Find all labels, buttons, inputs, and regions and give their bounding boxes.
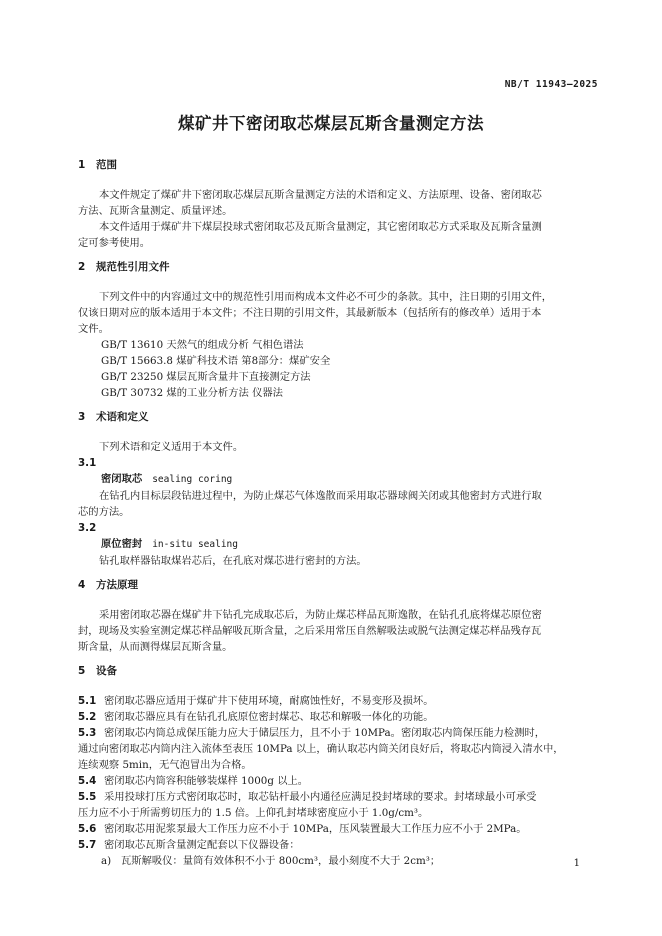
- document-title: 煤矿井下密闭取芯煤层瓦斯含量测定方法: [178, 114, 484, 133]
- term-entry: [78, 471, 600, 488]
- section-number: 3: [78, 411, 86, 423]
- clause-text: 密闭取芯内筒总成保压能力应大于储层压力，且不小于 10MPa。密闭取芯内筒保压能力检测时，: [104, 727, 546, 739]
- clause-number: 5.5: [78, 791, 97, 803]
- section-title: 设备: [96, 665, 117, 677]
- section-heading-equipment: [78, 663, 600, 679]
- section-number: 2: [78, 261, 86, 273]
- term-english: sealing coring: [152, 474, 233, 485]
- clause-text: 密闭取芯器应具有在钻孔孔底原位密封煤芯、取芯和解吸一体化的功能。: [104, 711, 434, 723]
- clause-text: 密闭取芯用泥浆泵最大工作压力应不小于 10MPa，压风装置最大工作压力应不小于 2MPa。: [104, 823, 527, 835]
- clause-number: 5.3: [78, 727, 97, 739]
- clause-number: 5.2: [78, 711, 97, 723]
- paragraph-line: 本文件规定了煤矿井下密闭取芯煤层瓦斯含量测定方法的术语和定义、方法原理、设备、密闭取芯: [99, 189, 542, 201]
- term-english: in-situ sealing: [152, 539, 238, 550]
- clause: [78, 837, 600, 853]
- term-entry: [78, 536, 600, 553]
- clause: [78, 693, 600, 709]
- page-number: 1: [573, 858, 580, 869]
- section-title: 方法原理: [96, 579, 138, 591]
- clause: [78, 709, 600, 725]
- clause-text: 采用投球打压方式密闭取芯时，取芯钻杆最小内通径应满足投封堵球的要求。封堵球最小可承受: [104, 791, 537, 803]
- term-definition: 芯的方法。: [78, 506, 130, 518]
- paragraph-line: 本文件适用于煤矿井下煤层投球式密闭取芯及瓦斯含量测定，其它密闭取芯方式采取及瓦斯含量测: [99, 221, 542, 233]
- clause-number: 5.4: [78, 775, 97, 787]
- paragraph: [78, 219, 600, 251]
- list-text: 瓦斯解吸仪：量筒有效体积不小于 800cm³，最小刻度不大于 2cm³；: [121, 855, 441, 867]
- paragraph-line: 下列文件中的内容通过文中的规范性引用而构成本文件必不可少的条款。其中，注日期的引用文件，: [99, 291, 553, 303]
- clause: [78, 789, 600, 805]
- reference-item: GB/T 30732 煤的工业分析方法 仪器法: [101, 387, 283, 399]
- section-title: 术语和定义: [96, 411, 149, 423]
- clause-number: 5.6: [78, 823, 97, 835]
- reference-item: GB/T 23250 煤层瓦斯含量井下直接测定方法: [101, 371, 311, 383]
- section-number: 4: [78, 579, 86, 591]
- paragraph-line: 方法、瓦斯含量测定、质量评述。: [78, 205, 233, 217]
- paragraph-line: 定可参考使用。: [78, 237, 151, 249]
- clause: [78, 773, 600, 789]
- term-chinese: 原位密封: [101, 538, 143, 550]
- clause-number: 5.7: [78, 839, 97, 851]
- section-heading-scope: [78, 157, 600, 173]
- clause: [78, 725, 600, 741]
- paragraph-line: 采用密闭取芯器在煤矿井下钻孔完成取芯后，为防止煤芯样品瓦斯逸散，在钻孔孔底将煤芯原位密: [99, 609, 542, 621]
- section-heading-principle: [78, 577, 600, 593]
- term-definition: 在钻孔内目标层段钻进过程中，为防止煤芯气体逸散而采用取芯器球阀关闭或其他密封方式进行取: [99, 490, 542, 502]
- paragraph: [78, 607, 600, 655]
- paragraph-line: 斯含量，从而测得煤层瓦斯含量。: [78, 641, 233, 653]
- section-title: 范围: [96, 159, 117, 171]
- clause-number: 5.1: [78, 695, 97, 707]
- paragraph-line: 下列术语和定义适用于本文件。: [99, 441, 244, 453]
- section-heading-normative-references: [78, 259, 600, 275]
- section-number: 5: [78, 665, 86, 677]
- section-title: 规范性引用文件: [96, 261, 170, 273]
- paragraph: [78, 289, 600, 337]
- reference-item: GB/T 13610 天然气的组成分析 气相色谱法: [101, 339, 304, 351]
- reference-item: GB/T 15663.8 煤矿科技术语 第8部分：煤矿安全: [101, 355, 331, 367]
- paragraph-line: 封，现场及实验室测定煤芯样品解吸瓦斯含量，之后采用常压自然解吸法或脱气法测定煤芯样品残存瓦: [78, 625, 542, 637]
- clause-text: 密闭取芯器应适用于煤矿井下使用环境，耐腐蚀性好，不易变形及损坏。: [104, 695, 434, 707]
- section-heading-terms: [78, 409, 600, 425]
- document-body: [78, 157, 600, 869]
- standard-code: NB/T 11943—2025: [504, 79, 598, 90]
- paragraph-line: 文件。: [78, 323, 109, 335]
- list-item: [78, 853, 600, 869]
- clause-text: 连续观察 5min，无气泡冒出为合格。: [78, 759, 252, 771]
- clause-text: 通过向密闭取芯内筒内注入流体至表压 10MPa 以上，确认取芯内筒关闭良好后，将取芯内筒浸入清水中，: [78, 743, 564, 755]
- clause-text: 密闭取芯瓦斯含量测定配套以下仪器设备：: [104, 839, 300, 851]
- clause-text: 密闭取芯内筒容积能够装煤样 1000g 以上。: [104, 775, 309, 787]
- clause: [78, 821, 600, 837]
- term-number: 3.2: [78, 522, 97, 534]
- paragraph: [78, 187, 600, 219]
- term-definition: 钻孔取样器钻取煤岩芯后，在孔底对煤芯进行密封的方法。: [99, 555, 367, 567]
- term-chinese: 密闭取芯: [101, 473, 143, 485]
- section-number: 1: [78, 159, 86, 171]
- list-marker: a): [101, 855, 112, 867]
- clause-text: 压力应不小于所需剪切压力的 1.5 倍。上仰孔封堵球密度应小于 1.0g/cm³。: [78, 807, 429, 819]
- paragraph-line: 仅该日期对应的版本适用于本文件；不注日期的引用文件，其最新版本（包括所有的修改单）适用于本: [78, 307, 542, 319]
- term-number: 3.1: [78, 457, 97, 469]
